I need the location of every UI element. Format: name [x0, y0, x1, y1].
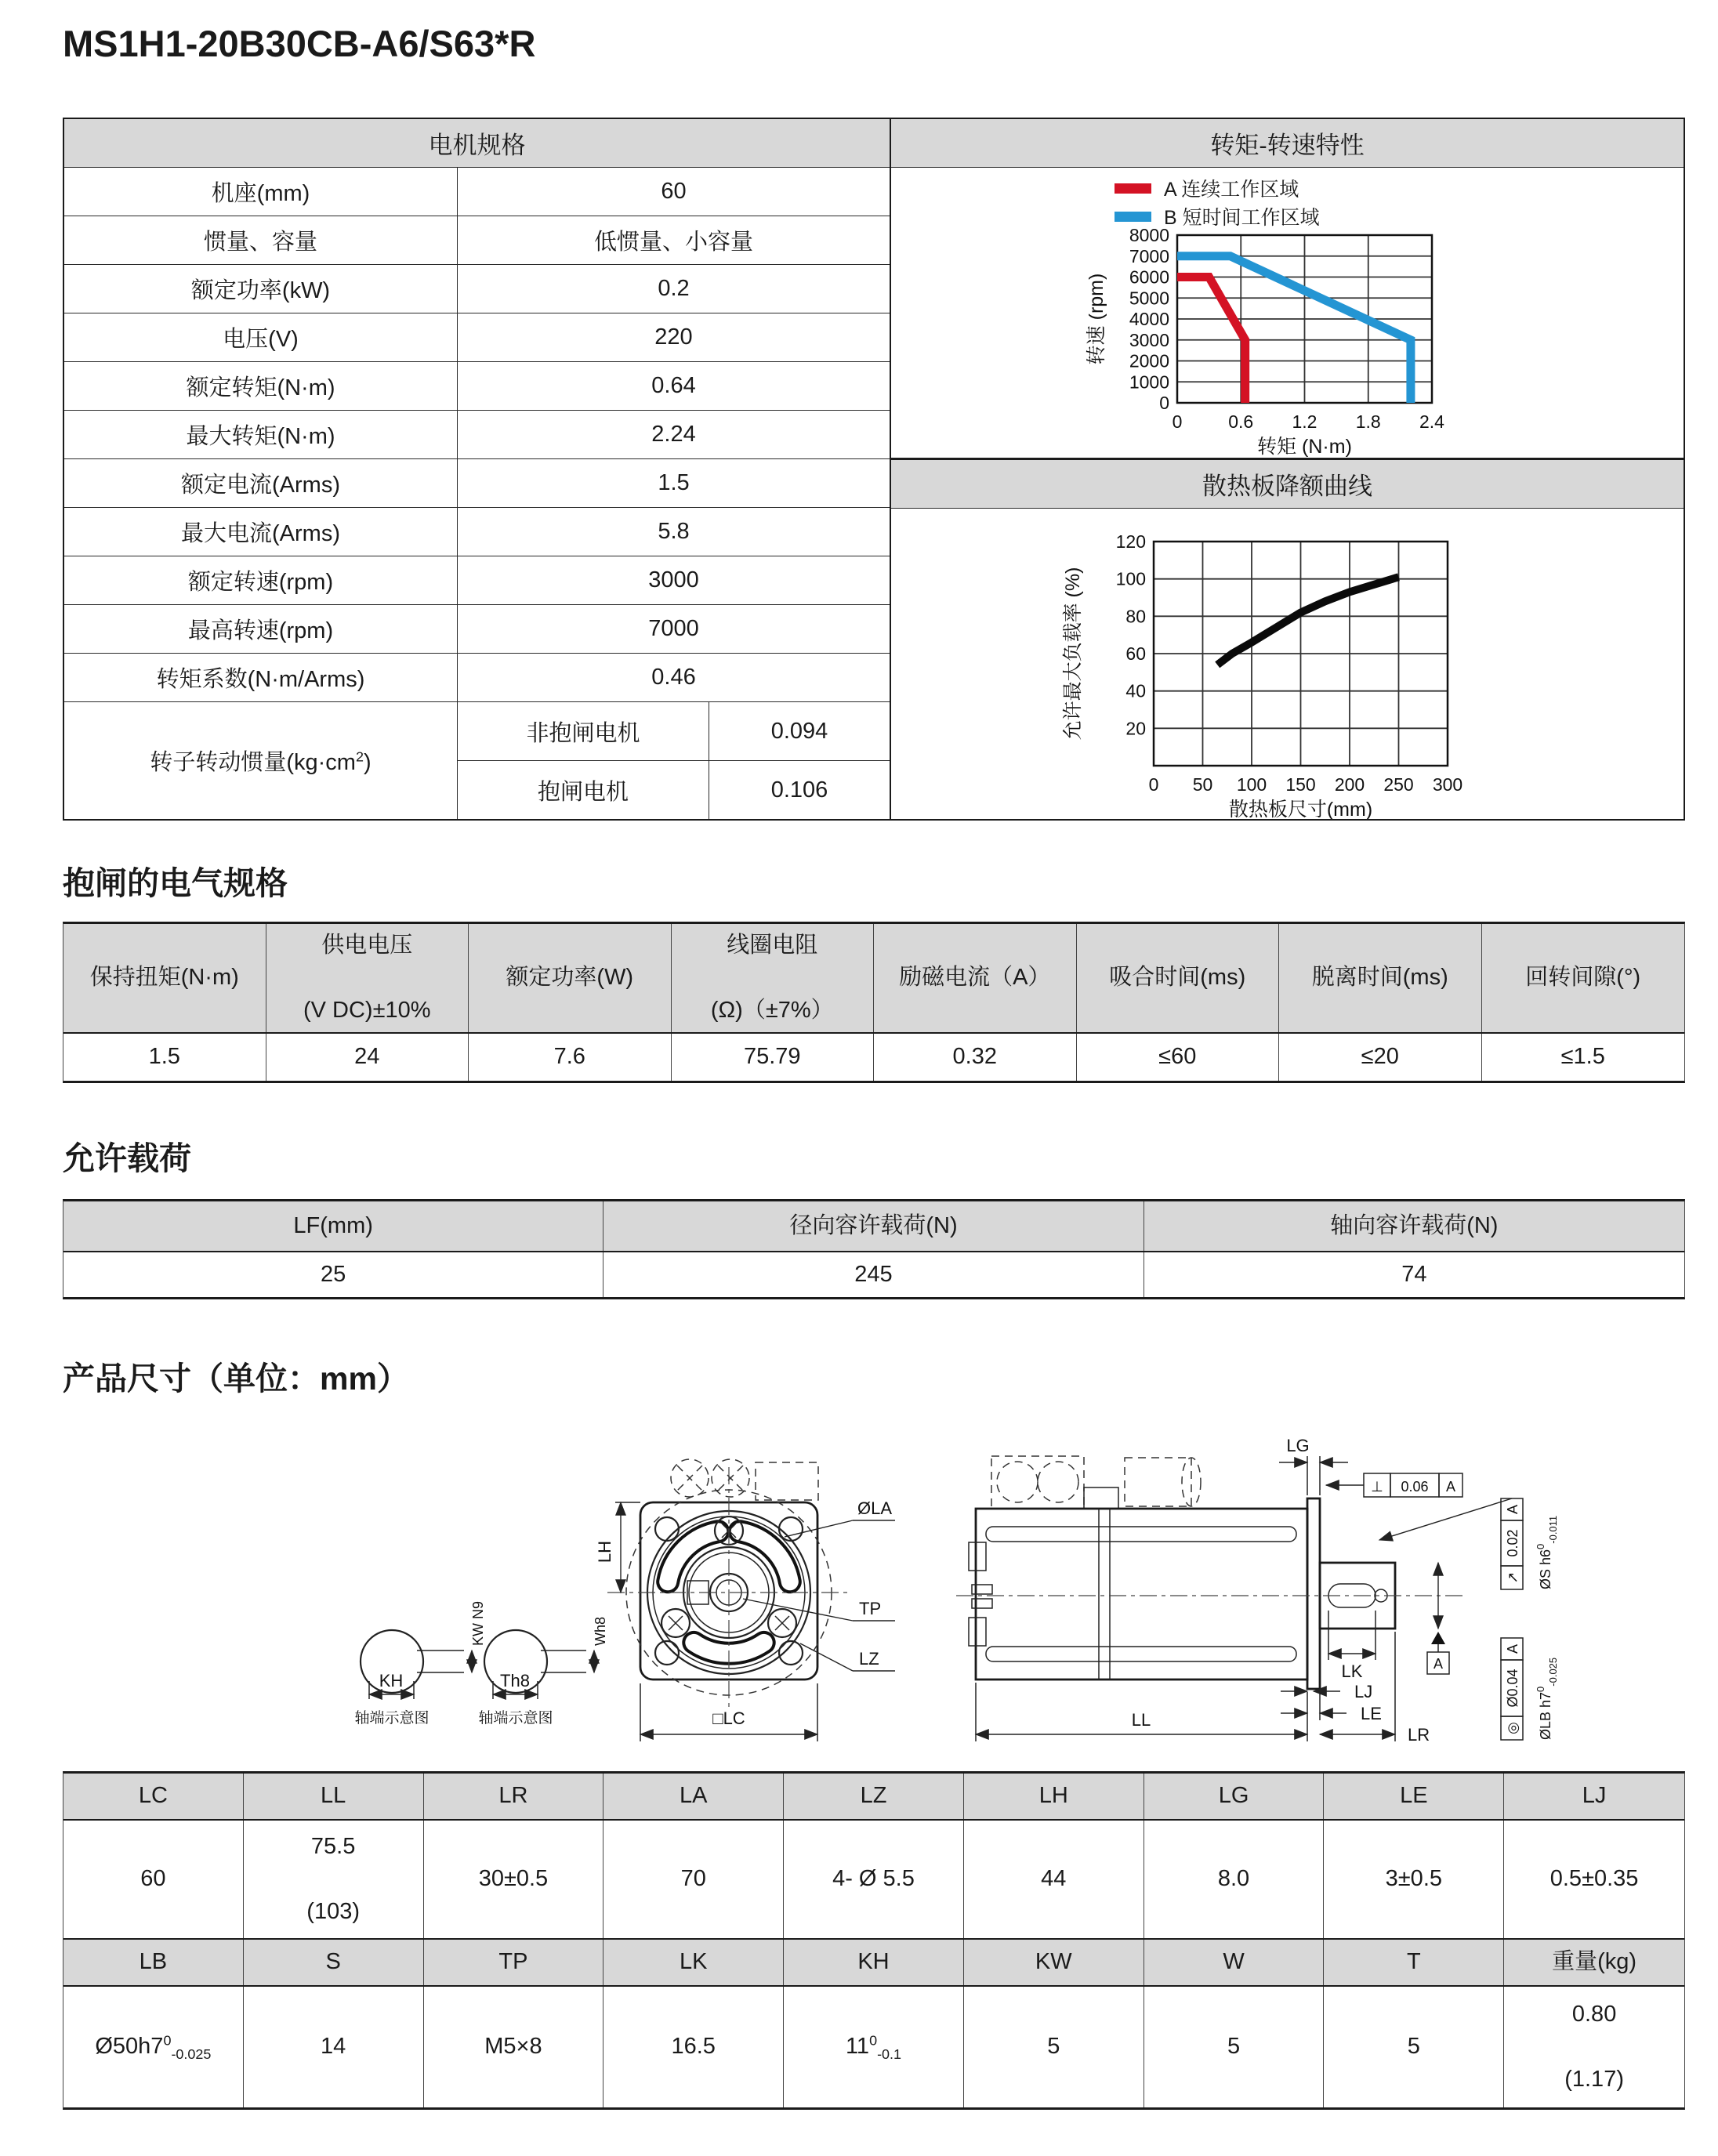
shaft-detail-caption: 轴端示意图: [478, 1710, 553, 1727]
legend-swatch-blue: [1115, 212, 1151, 222]
shaft-end-detail-1: [354, 1601, 486, 1727]
svg-text:50: 50: [1192, 774, 1213, 795]
load-header-cell: 径向容许载荷(N): [603, 1201, 1144, 1251]
dim-header-cell: LB: [63, 1940, 244, 1985]
svg-text:5000: 5000: [1129, 288, 1169, 309]
svg-text:7000: 7000: [1129, 245, 1169, 266]
legend-item: [1115, 174, 1320, 202]
svg-text:40: 40: [1125, 680, 1146, 701]
table-row: [64, 604, 890, 653]
lj-dim-label: LJ: [1354, 1682, 1373, 1701]
concentricity-datum: A: [1505, 1643, 1520, 1654]
datum-label: A: [1433, 1656, 1444, 1672]
perp-symbol: ⊥: [1371, 1479, 1383, 1495]
svg-text:0.6: 0.6: [1228, 411, 1254, 432]
dim-value-cell: 70: [603, 1821, 784, 1938]
table-row: [63, 1251, 1684, 1297]
lr-dim-label: LR: [1408, 1725, 1430, 1745]
spec-label: 额定转速(rpm): [64, 556, 458, 604]
dim-value-cell: 0.5±0.35: [1549, 1866, 1639, 1892]
derating-panel: [891, 458, 1684, 819]
chart-legend: [1115, 174, 1320, 230]
svg-text:1.2: 1.2: [1292, 411, 1317, 432]
spec-label: 最大转矩(N·m): [64, 411, 458, 458]
table-row: [63, 1032, 1684, 1081]
perp-datum: A: [1445, 1479, 1456, 1495]
dim-value-cell: 4- Ø 5.5: [784, 1821, 964, 1938]
svg-text:0: 0: [1159, 393, 1169, 413]
svg-text:100: 100: [1115, 568, 1146, 589]
brake-value-cell: 1.5: [63, 1034, 266, 1081]
svg-text:2000: 2000: [1129, 350, 1169, 371]
dim-header-cell: LA: [603, 1774, 784, 1819]
lz-label: LZ: [859, 1649, 879, 1669]
spec-value: 220: [654, 324, 693, 350]
spec-sublabel: 非抱闸电机: [458, 702, 709, 760]
table-header-row: [63, 1938, 1684, 1985]
shaft-end-detail-2: [478, 1617, 608, 1727]
svg-text:6000: 6000: [1129, 266, 1169, 288]
svg-text:300: 300: [1432, 774, 1463, 795]
spec-label: 额定电流(Arms): [64, 459, 458, 507]
shaft-detail-caption: 轴端示意图: [354, 1710, 429, 1727]
svg-text:0: 0: [1172, 411, 1183, 432]
spec-label: 转子转动惯量$(kg\cdot cm^2)$: [64, 702, 458, 819]
load-value-cell: 74: [1401, 1261, 1427, 1287]
dim-header-cell: LC: [63, 1774, 244, 1819]
torque-speed-header: 转矩-转速特性: [891, 119, 1684, 168]
spec-label: 惯量、容量: [64, 216, 458, 264]
spec-value: 0.106: [770, 777, 828, 803]
legend-swatch-red: [1115, 183, 1151, 194]
dim-value-cell: $Ø50h7^0_{-0.025}$: [63, 1987, 244, 2107]
torque-speed-chart-wrap: [891, 168, 1684, 462]
brake-header-cell: 脱离时间(ms): [1279, 924, 1482, 1032]
dim-header-cell: LE: [1324, 1774, 1504, 1819]
brake-header-cell: 保持扭矩(N·m): [63, 924, 266, 1032]
spec-value: 60: [661, 179, 687, 204]
svg-text:1.8: 1.8: [1355, 411, 1381, 432]
brake-value-cell: 24: [266, 1034, 469, 1081]
dim-header-cell: W: [1144, 1940, 1325, 1985]
spec-label: 转矩系数(N·m/Arms): [64, 654, 458, 701]
allowable-load-table: [63, 1199, 1685, 1299]
dim-value-cell: 44: [964, 1821, 1144, 1938]
load-section-title: 允许载荷: [63, 1140, 191, 1176]
dimensions-section-title: 产品尺寸（单位：mm）: [63, 1361, 409, 1397]
brake-value-cell: ≤20: [1279, 1034, 1482, 1081]
tp-label: TP: [859, 1599, 882, 1618]
le-dim-label: LE: [1361, 1704, 1382, 1723]
load-value-cell: 25: [63, 1252, 603, 1297]
dim-header-cell: T: [1324, 1940, 1504, 1985]
dim-value-cell: $11^0_{-0.1}$: [784, 1987, 964, 2107]
spec-value: 2.24: [651, 422, 696, 447]
table-header-row: [63, 1201, 1684, 1251]
kh-dim-label: KH: [379, 1671, 404, 1690]
dim-header-cell: LK: [603, 1940, 784, 1985]
load-header-cell: 轴向容许载荷(N): [1144, 1201, 1684, 1251]
legend-label: B 短时间工作区域: [1164, 207, 1320, 229]
table-row: [64, 410, 890, 458]
spec-value: 3000: [648, 567, 699, 592]
wh8-dim-label: Wh8: [593, 1616, 608, 1646]
brake-header-cell: 吸合时间(ms): [1077, 924, 1280, 1032]
spec-label: 额定功率(kW): [64, 265, 458, 313]
rotor-inertia-row: [64, 701, 890, 819]
svg-text:8000: 8000: [1129, 225, 1169, 245]
datum-a-flag: [1427, 1632, 1449, 1674]
kw-dim-label: KW N9: [470, 1600, 486, 1646]
table-header-row: [63, 924, 1684, 1032]
spec-label: 机座(mm): [64, 168, 458, 216]
spec-label: 额定转矩(N·m): [64, 362, 458, 410]
motor-front-view: [595, 1459, 895, 1741]
runout-datum: A: [1505, 1504, 1520, 1515]
svg-text:4000: 4000: [1129, 309, 1169, 329]
svg-text:散热板尺寸(mm): 散热板尺寸(mm): [1228, 799, 1373, 819]
runout-tolerance: [1379, 1498, 1559, 1589]
spec-value: 0.46: [651, 665, 696, 690]
concentricity-value: Ø0.04: [1505, 1669, 1520, 1708]
pilot-tolerance-label: ØLB $h7^0_{-0.025}$: [1535, 1657, 1559, 1740]
svg-text:60: 60: [1125, 643, 1146, 664]
svg-text:120: 120: [1115, 531, 1146, 552]
dimension-drawing: [63, 1411, 1685, 1767]
table-row: [64, 653, 890, 701]
runout-symbol: ↗: [1505, 1571, 1520, 1584]
brake-header-cell: 供电电压 (V DC)±10%: [266, 924, 469, 1032]
svg-text:150: 150: [1285, 774, 1316, 795]
dim-header-cell: LG: [1144, 1774, 1325, 1819]
runout-value: 0.02: [1505, 1529, 1520, 1557]
legend-item: [1115, 202, 1320, 230]
svg-text:转速 (rpm): 转速 (rpm): [1086, 273, 1107, 365]
spec-value: 低惯量、小容量: [593, 230, 753, 255]
brake-value-cell: 75.79: [672, 1034, 875, 1081]
svg-text:3000: 3000: [1129, 329, 1169, 350]
dim-header-cell: LR: [424, 1774, 604, 1819]
dim-header-cell: S: [244, 1940, 424, 1985]
dim-value-cell: 5: [1144, 1987, 1325, 2107]
table-row: [64, 361, 890, 410]
torque-speed-panel: [891, 119, 1684, 458]
table-row: [63, 1819, 1684, 1938]
svg-text:2.4: 2.4: [1419, 411, 1444, 432]
derating-chart: [891, 509, 1684, 819]
table-row: [63, 1985, 1684, 2107]
table-row: [64, 556, 890, 604]
table-row: [64, 458, 890, 507]
dim-value-cell: 30±0.5: [424, 1821, 604, 1938]
brake-header-cell: 励磁电流（A）: [874, 924, 1077, 1032]
load-value-cell: 245: [603, 1252, 1144, 1297]
shaft-tolerance-label: ØS $h6^0_{-0.011}$: [1535, 1515, 1559, 1589]
concentricity-symbol: ◎: [1505, 1722, 1520, 1734]
lc-dim-label: □LC: [712, 1708, 745, 1728]
load-header-cell: LF(mm): [63, 1201, 603, 1251]
motor-spec-header: 电机规格: [64, 119, 890, 167]
dim-value-cell: 0.80 (1.17): [1564, 2001, 1624, 2092]
dim-value-cell: 14: [244, 1987, 424, 2107]
brake-header-cell: 线圈电阻 (Ω)（±7%）: [672, 924, 875, 1032]
brake-value-cell: 0.32: [874, 1034, 1077, 1081]
spec-label: 电压(V): [64, 313, 458, 361]
inertia-subtable: [458, 702, 890, 819]
derating-header: 散热板降额曲线: [891, 460, 1684, 509]
spec-value: 0.094: [770, 718, 828, 744]
svg-text:0: 0: [1148, 774, 1159, 795]
dim-value-cell: 75.5 (103): [244, 1821, 424, 1938]
table-header-row: [63, 1774, 1684, 1819]
svg-text:100: 100: [1236, 774, 1267, 795]
perp-value: 0.06: [1401, 1479, 1429, 1495]
svg-text:20: 20: [1125, 718, 1146, 739]
lk-dim-label: LK: [1341, 1661, 1363, 1681]
dim-header-cell: LJ: [1504, 1774, 1684, 1819]
dim-header-cell: LL: [244, 1774, 424, 1819]
dim-header-cell: KW: [964, 1940, 1144, 1985]
th8-dim-label: Th8: [500, 1671, 530, 1690]
dim-value-cell: 5: [964, 1987, 1144, 2107]
table-row: [64, 264, 890, 313]
dim-header-cell: 重量(kg): [1504, 1940, 1684, 1985]
dimension-table: [63, 1771, 1685, 2110]
brake-value-cell: 7.6: [469, 1034, 672, 1081]
spec-value: 7000: [648, 616, 699, 641]
derating-chart-wrap: [891, 509, 1684, 823]
svg-text:200: 200: [1334, 774, 1365, 795]
brake-value-cell: ≤1.5: [1560, 1044, 1605, 1070]
dim-header-cell: LH: [964, 1774, 1144, 1819]
spec-value: 5.8: [658, 519, 690, 544]
svg-text:转矩 (N·m): 转矩 (N·m): [1257, 436, 1352, 458]
dim-value-cell: 8.0: [1144, 1821, 1325, 1938]
svg-text:1000: 1000: [1129, 371, 1169, 393]
brake-value-cell: ≤60: [1077, 1034, 1280, 1081]
table-row: [64, 167, 890, 216]
table-row: [64, 507, 890, 556]
svg-text:允许最大负载率 (%): 允许最大负载率 (%): [1062, 567, 1084, 741]
dim-value-cell: 16.5: [603, 1987, 784, 2107]
dim-header-cell: KH: [784, 1940, 964, 1985]
spec-sublabel: 抱闸电机: [458, 761, 709, 819]
dim-value-cell: 3±0.5: [1324, 1821, 1504, 1938]
brake-header-cell: 额定功率(W): [469, 924, 672, 1032]
table-row: [64, 313, 890, 361]
perpendicularity-tolerance: [1326, 1473, 1462, 1497]
brake-header-cell: 回转间隙(°): [1482, 924, 1685, 1032]
curves-column: [891, 119, 1684, 819]
svg-text:250: 250: [1383, 774, 1414, 795]
spec-value: 1.5: [658, 470, 690, 495]
ola-label: ØLA: [857, 1498, 893, 1518]
ll-dim-label: LL: [1131, 1710, 1151, 1730]
table-row: [458, 760, 890, 819]
spec-label: 最大电流(Arms): [64, 508, 458, 556]
dim-header-cell: LZ: [784, 1774, 964, 1819]
dim-value-cell: 60: [63, 1821, 244, 1938]
dim-header-cell: TP: [424, 1940, 604, 1985]
spec-label: 最高转速(rpm): [64, 605, 458, 653]
table-row: [458, 702, 890, 760]
motor-spec-and-curves-table: [63, 118, 1685, 821]
table-row: [64, 216, 890, 264]
dim-value-cell: 5: [1324, 1987, 1504, 2107]
page-title: MS1H1-20B30CB-A6/S63*R: [63, 23, 536, 64]
brake-spec-table: [63, 922, 1685, 1083]
motor-spec-table: [64, 119, 891, 819]
legend-label: A 连续工作区域: [1164, 179, 1299, 201]
lg-dim-label: LG: [1286, 1436, 1310, 1455]
motor-side-view: [956, 1436, 1559, 1745]
brake-section-title: 抱闸的电气规格: [63, 865, 288, 901]
spec-value: 0.64: [651, 373, 696, 398]
svg-text:80: 80: [1125, 606, 1146, 627]
dim-value-cell: M5×8: [424, 1987, 604, 2107]
spec-value: 0.2: [658, 276, 690, 301]
lh-dim-label: LH: [595, 1540, 614, 1564]
